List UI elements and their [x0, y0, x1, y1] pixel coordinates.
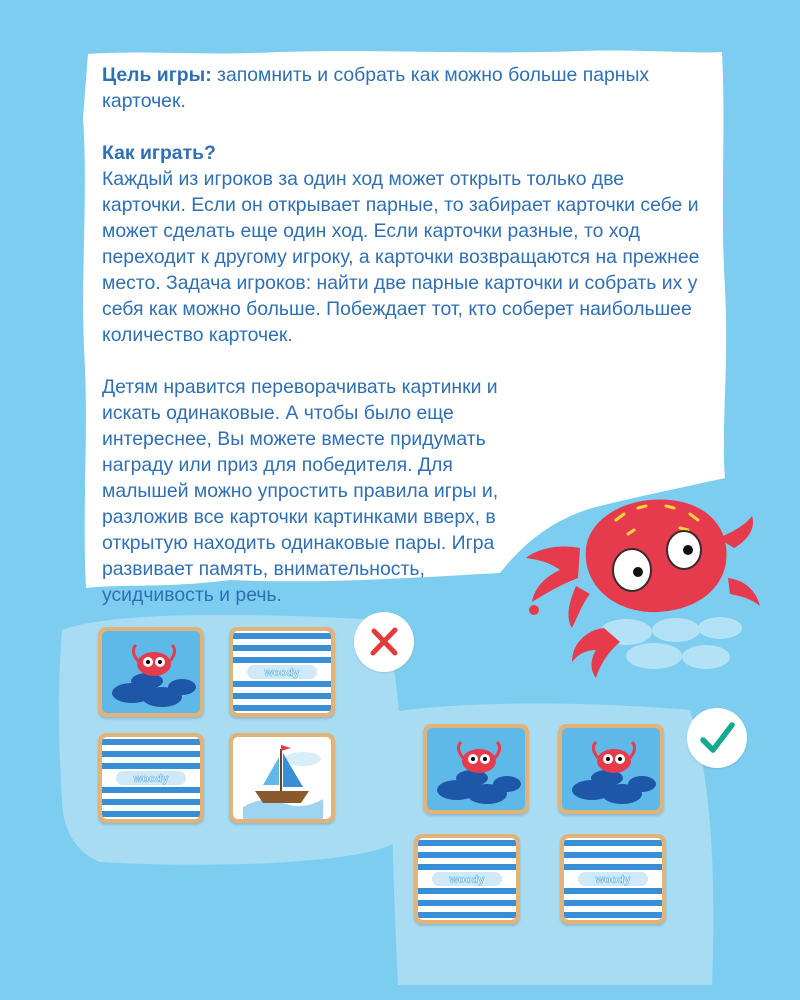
- ship-card-image: [233, 737, 331, 819]
- how-paragraph: [102, 140, 712, 348]
- wrong-badge: [354, 612, 414, 672]
- woody-logo: woody: [595, 874, 631, 886]
- goal-text: запомнить и собрать как можно больше парных карточек.: [102, 64, 650, 112]
- striped-back-image: [418, 838, 516, 920]
- woody-back-card: [560, 834, 666, 924]
- woody-logo: woody: [133, 773, 169, 785]
- crab-illustration: [520, 478, 790, 708]
- crab-card: [423, 724, 529, 814]
- how-text: Каждый из игроков за один ход может открыть только две карточки. Если он открывает парные, то забирает карточки себе и может сделать еще один ход. Если карточки разные, то ход переходит к другому игроку, а карточки возвращаются на прежнее место. Задача игроков: найти две парные карточки и собрать их у себя как можно больше. Побеждает тот, кто соберет наибольшее количество карточек.: [102, 168, 700, 346]
- woody-logo: woody: [449, 874, 485, 886]
- striped-back-image: [233, 631, 331, 713]
- striped-back-image: [102, 737, 200, 819]
- crab-card-image: [427, 728, 525, 810]
- woody-back-card: [98, 733, 204, 823]
- woody-back-card: [229, 627, 335, 717]
- goal-paragraph: [102, 62, 712, 114]
- crab-card-image: [562, 728, 660, 810]
- cross-icon: [354, 612, 414, 672]
- right-badge: [687, 708, 747, 768]
- kids-paragraph: Детям нравится переворачивать картинки и искать одинаковые. А чтобы было еще интереснее, Вы можете вместе придумать награду или приз для победителя. Для малышей можно упростить правила игры и, разложив все карточки картинками вверх, в открытую находить одинаковые пары. Игра развивает память, внимательность, усидчивость и речь.: [102, 376, 499, 606]
- crab-card: [98, 627, 204, 717]
- crab-card: [558, 724, 664, 814]
- ship-card: [229, 733, 335, 823]
- how-title: Как играть?: [102, 142, 216, 164]
- woody-logo: woody: [264, 667, 300, 679]
- woody-back-card: [414, 834, 520, 924]
- check-icon: [687, 708, 747, 768]
- crab-card-image: [102, 631, 200, 713]
- striped-back-image: [564, 838, 662, 920]
- goal-label: Цель игры:: [102, 64, 212, 86]
